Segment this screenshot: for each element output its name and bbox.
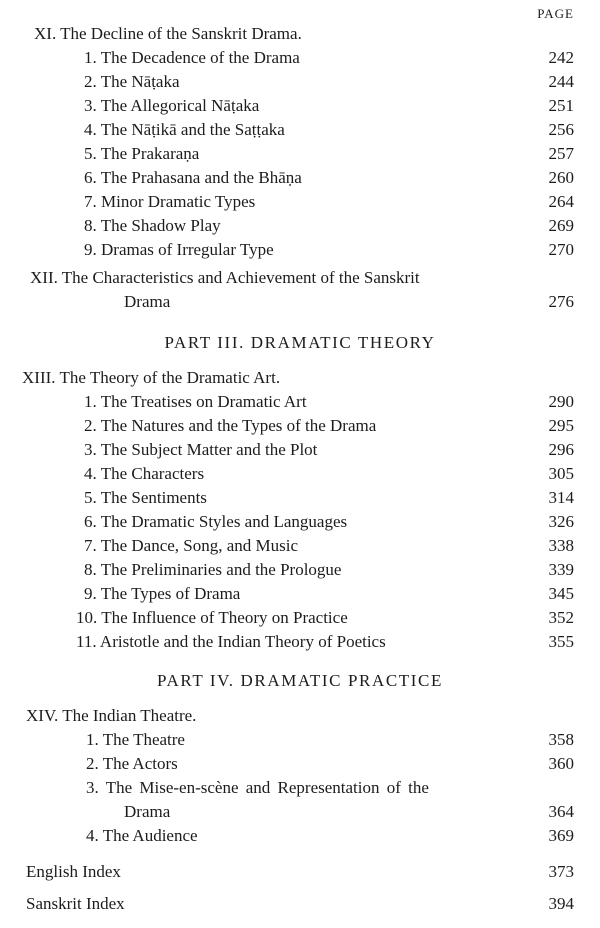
toc-entry[interactable] [0,510,600,534]
entry-title: 4. The Characters [84,462,208,486]
entry-page: 364 [534,800,574,824]
entry-page: 242 [534,46,574,70]
entry-title: 2. The Natures and the Types of the Drama [84,414,380,438]
entry-page: 355 [534,630,574,654]
entry-page: 345 [534,582,574,606]
toc-entry[interactable] [0,118,600,142]
entry-page: 295 [534,414,574,438]
toc-entry[interactable] [0,214,600,238]
toc-entry[interactable] [0,166,600,190]
entry-page: 360 [534,752,574,776]
chapter-xiv-title: XIV. The Indian Theatre. [26,706,197,725]
entry-page: 290 [534,390,574,414]
entry-title: 2. The Nāṭaka [84,70,184,94]
entry-title: 5. The Prakaraṇa [84,142,203,166]
entry-title: 1. The Decadence of the Drama [84,46,304,70]
entry-title: 3. The Subject Matter and the Plot [84,438,321,462]
entry-title: 11. Aristotle and the Indian Theory of Poetics [76,630,390,654]
toc-entry[interactable] [0,462,600,486]
entry-page: 256 [534,118,574,142]
entry-title: 7. The Dance, Song, and Music [84,534,302,558]
toc-entry[interactable] [0,752,600,776]
entry-title: 9. Dramas of Irregular Type [84,238,278,262]
entry-page: 394 [534,892,574,916]
toc-entry[interactable] [0,414,600,438]
toc-entry[interactable] [0,238,600,262]
toc-entry[interactable] [0,892,600,916]
part-iv-heading: PART IV. DRAMATIC PRACTICE [157,671,443,690]
toc-entry[interactable] [0,728,600,752]
page-column-label: PAGE [537,6,574,21]
toc-entry[interactable] [0,46,600,70]
entry-page: 326 [534,510,574,534]
entry-title: 4. The Nāṭikā and the Saṭṭaka [84,118,289,142]
entry-page: 352 [534,606,574,630]
chapter-xiii-title: XIII. The Theory of the Dramatic Art. [22,368,281,387]
toc-entry[interactable] [0,800,600,824]
chapter-xi-title: XI. The Decline of the Sanskrit Drama. [34,24,302,43]
entry-title: 6. The Dramatic Styles and Languages [84,510,351,534]
entry-title-line1: 3. The Mise-en-scène and Representation of the [86,778,429,797]
toc-entry[interactable] [0,558,600,582]
entry-title: 4. The Audience [86,824,202,848]
entry-title: Drama [124,800,174,824]
toc-entry[interactable] [0,534,600,558]
entry-page: 276 [534,290,574,314]
entry-page: 373 [534,860,574,884]
entry-page: 296 [534,438,574,462]
toc-entry[interactable] [0,390,600,414]
entry-title: Sanskrit Index [26,892,129,916]
toc-entry[interactable] [0,582,600,606]
entry-title: 8. The Shadow Play [84,214,225,238]
toc-entry[interactable] [0,190,600,214]
entry-page: 369 [534,824,574,848]
toc-entry[interactable] [0,290,600,314]
entry-page: 339 [534,558,574,582]
part-iii-heading: PART III. DRAMATIC THEORY [164,333,436,352]
entry-title: 8. The Preliminaries and the Prologue [84,558,345,582]
entry-title: English Index [26,860,125,884]
entry-page: 264 [534,190,574,214]
entry-title: 3. The Allegorical Nāṭaka [84,94,263,118]
toc-entry[interactable] [0,860,600,884]
entry-page: 244 [534,70,574,94]
entry-page: 305 [534,462,574,486]
entry-title: 1. The Theatre [86,728,189,752]
entry-page: 358 [534,728,574,752]
entry-title: 1. The Treatises on Dramatic Art [84,390,311,414]
entry-page: 270 [534,238,574,262]
entry-page: 251 [534,94,574,118]
toc-entry[interactable] [0,824,600,848]
entry-title: 9. The Types of Drama [84,582,244,606]
entry-page: 338 [534,534,574,558]
entry-title: 5. The Sentiments [84,486,211,510]
entry-title: 10. The Influence of Theory on Practice [76,606,352,630]
toc-entry[interactable] [0,94,600,118]
entry-page: 260 [534,166,574,190]
toc-entry[interactable] [0,486,600,510]
entry-page: 314 [534,486,574,510]
entry-title: 7. Minor Dramatic Types [84,190,259,214]
chapter-xii-title: XII. The Characteristics and Achievement of the Sanskrit [30,268,420,287]
toc-entry[interactable] [0,438,600,462]
entry-title: Drama [124,290,174,314]
toc-entry[interactable] [0,70,600,94]
toc-entry[interactable] [0,630,600,654]
entry-page: 269 [534,214,574,238]
toc-entry[interactable] [0,142,600,166]
entry-page: 257 [534,142,574,166]
entry-title: 2. The Actors [86,752,182,776]
entry-title: 6. The Prahasana and the Bhāṇa [84,166,306,190]
toc-entry[interactable] [0,606,600,630]
